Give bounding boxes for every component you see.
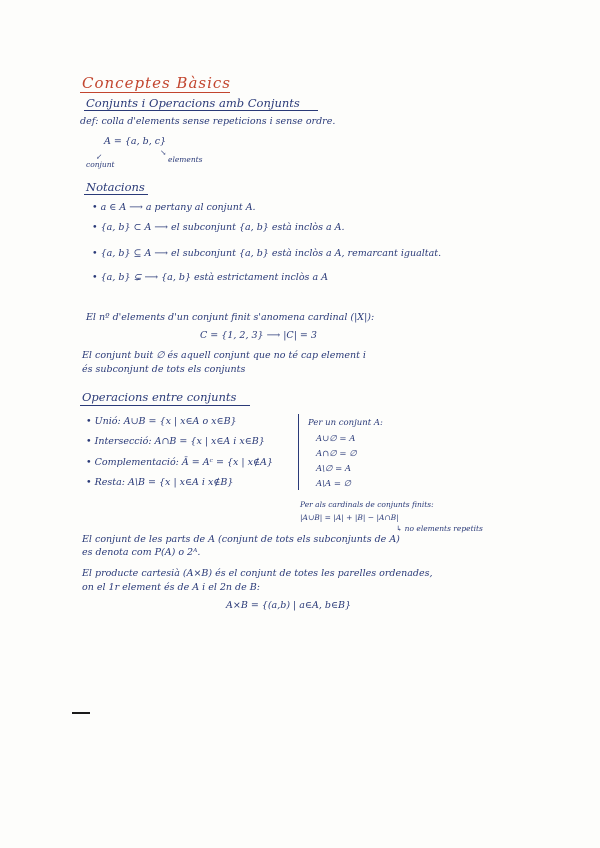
operation-line: • Intersecció: A∩B = {x | x∈A i x∈B} xyxy=(86,436,265,447)
section-underline xyxy=(84,110,318,111)
cardinals-finits-text: Per als cardinals de conjunts finits: xyxy=(300,500,434,509)
identity-line: A\∅ = A xyxy=(316,464,352,474)
section-underline xyxy=(84,194,148,195)
label-conjunt: conjunt xyxy=(86,160,115,169)
arrow-glyph: ↘︎ xyxy=(160,148,167,157)
section-title-operacions: Operacions entre conjunts xyxy=(82,390,237,404)
margin-mark xyxy=(72,712,90,714)
cardinal-text: El nº d'elements d'un conjunt finit s'anomena cardinal (|X|): xyxy=(86,312,375,323)
notation-line: • {a, b} ⊂ A ⟶ el subconjunt {a, b} està inclòs a A. xyxy=(92,222,345,233)
notation-line: • {a, b} ⊆ A ⟶ el subconjunt {a, b} està inclòs a A, remarcant igualtat. xyxy=(92,248,442,259)
page-title: Conceptes Bàsics xyxy=(82,74,231,92)
cartesia-line-2: on el 1r element és de A i el 2n de B: xyxy=(82,582,260,593)
definition-text: def: colla d'elements sense repeticions i sense ordre. xyxy=(80,116,336,127)
section-underline xyxy=(80,405,250,406)
identity-line: A\A = ∅ xyxy=(316,479,352,489)
notation-line: • {a, b} ⊊ ⟶ {a, b} està estrictament inclòs a A xyxy=(92,272,328,283)
identity-line: A∪∅ = A xyxy=(316,434,356,444)
section-title-conjunts: Conjunts i Operacions amb Conjunts xyxy=(86,96,300,110)
buit-line-1: El conjunt buit ∅ és aquell conjunt que no té cap element i xyxy=(82,350,366,361)
brace-divider xyxy=(298,414,299,490)
cardinal-formula: |A∪B| = |A| + |B| − |A∩B| xyxy=(300,513,399,522)
identity-line: A∩∅ = ∅ xyxy=(316,449,357,459)
per-conjunt-text: Per un conjunt A: xyxy=(308,418,383,428)
operation-line: • Unió: A∪B = {x | x∈A o x∈B} xyxy=(86,416,237,427)
section-title-notacions: Notacions xyxy=(86,180,145,194)
label-elements: elements xyxy=(168,155,203,164)
repetits-note: ↳ no elements repetits xyxy=(396,524,483,533)
set-example: A = {a, b, c} xyxy=(104,136,167,147)
cartesia-formula: A×B = {(a,b) | a∈A, b∈B} xyxy=(226,600,351,611)
parts-line-2: es denota com P(A) o 2ᴬ. xyxy=(82,547,201,558)
cardinal-example: C = {1, 2, 3} ⟶ |C| = 3 xyxy=(200,330,317,341)
title-underline xyxy=(80,92,230,93)
parts-line-1: El conjunt de les parts de A (conjunt de tots els subconjunts de A) xyxy=(82,534,400,545)
notation-line: • a ∈ A ⟶ a pertany al conjunt A. xyxy=(92,202,256,213)
operation-line: • Complementació: Ā = Aᶜ = {x | x∉A} xyxy=(86,457,273,468)
cartesia-line-1: El producte cartesià (A×B) és el conjunt de totes les parelles ordenades, xyxy=(82,568,433,579)
operation-line: • Resta: A\B = {x | x∈A i x∉B} xyxy=(86,477,234,488)
buit-line-2: és subconjunt de tots els conjunts xyxy=(82,364,246,375)
arrow-glyph: ↙︎ xyxy=(96,152,103,161)
